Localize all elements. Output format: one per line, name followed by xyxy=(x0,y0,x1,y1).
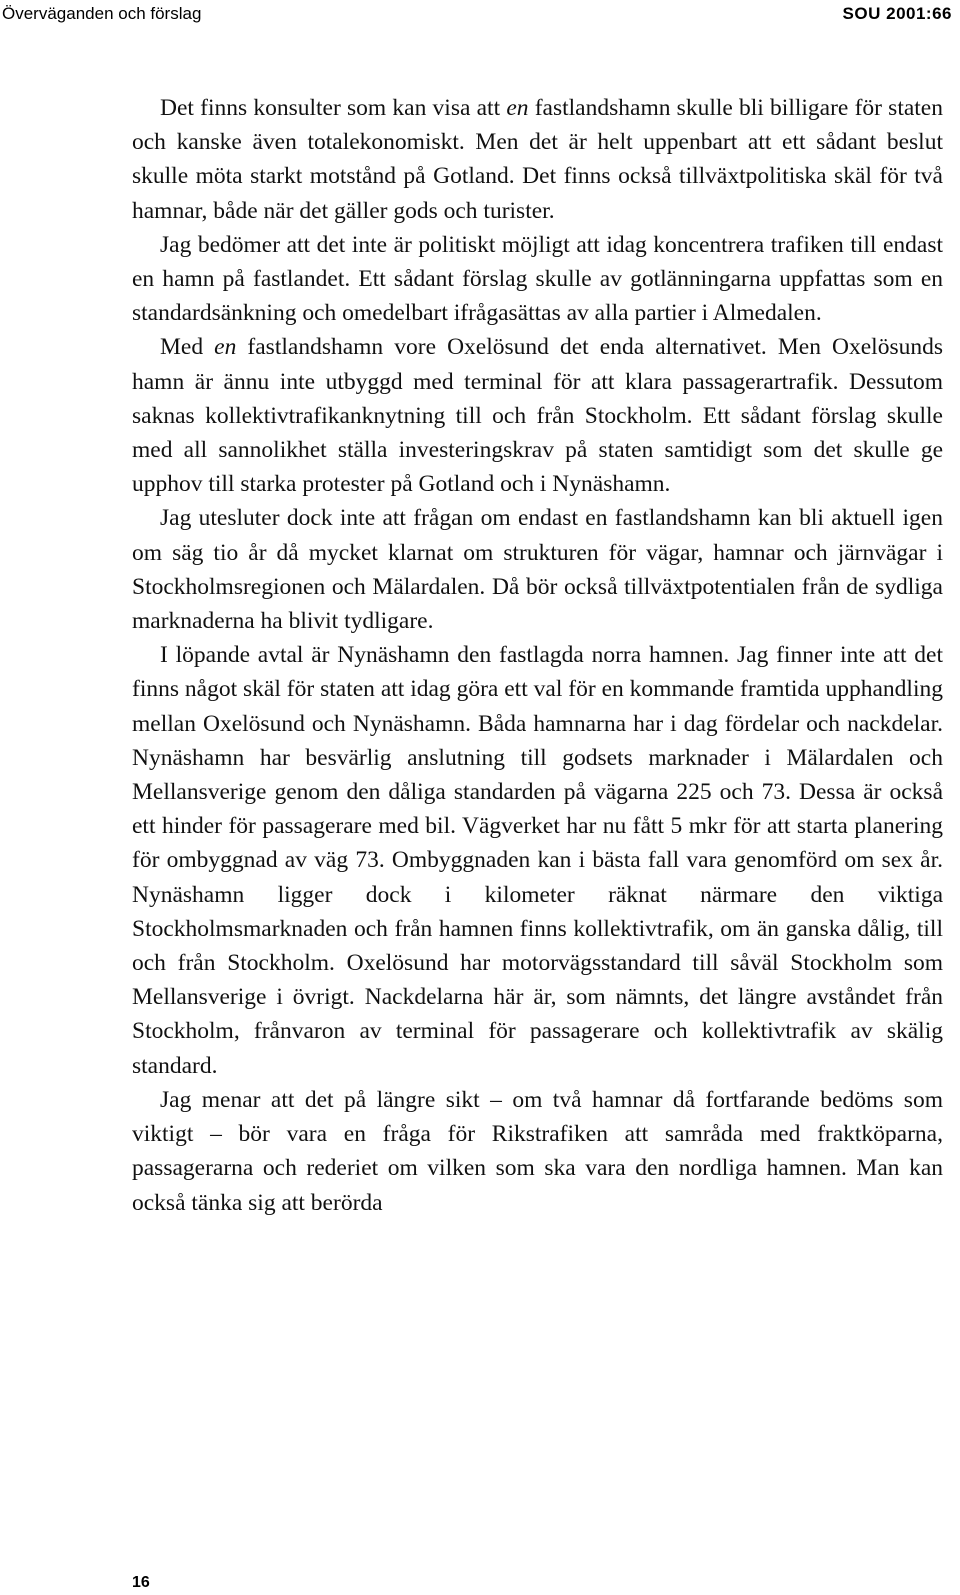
emphasis: en xyxy=(506,95,529,121)
paragraph-text: Jag utesluter dock inte att frågan om endast en fastlandshamn kan bli aktuell igen om säg tio år då mycket klarnat om strukturen för vägar, hamnar och järnvägar i Stockholmsregionen och Mälardalen. Då bör också tillväxtpotentialen från de sydliga marknaderna ha blivit tydligare. xyxy=(132,505,943,635)
paragraph xyxy=(132,501,943,638)
paragraph-text: Jag bedömer att det inte är politiskt möjligt att idag koncentrera trafiken till endast en hamn på fastlandet. Ett sådant förslag skulle av gotlänningarna uppfattas som en standardsänkning och omedelbart ifrågasättas av alla partier i Almedalen. xyxy=(132,231,943,327)
paragraph xyxy=(132,638,943,1083)
paragraph xyxy=(132,91,943,228)
paragraph-text: I löpande avtal är Nynäshamn den fastlagda norra hamnen. Jag finner inte att det finns något skäl för staten att idag göra ett val för en kommande framtida upphandling mellan Oxelösund och Nynäshamn. Båda hamnarna har i dag fördelar och nackdelar. Nynäshamn har besvärlig anslutning till godsets marknader i Mälardalen och Mellansverige genom den dåliga standarden på vägarna 225 och 73. Dessa är också ett hinder för passagerare med bil. Vägverket har nu fått 5 mkr för att starta planering för ombyggnad av väg 73. Ombyggnaden kan i bästa fall vara genomförd om sex år. Nynäshamn ligger dock i kilometer räknat närmare den viktiga Stockholmsmarknaden och från hamnen finns kollektivtrafik, om än ganska dålig, till och från Stockholm. Oxelösund har motorvägsstandard till såväl Stockholm som Mellansverige i övrigt. Nackdelarna här är, som nämnts, det längre avståndet från Stockholm, frånvaron av terminal för passagerare och kollektivtrafik av skälig standard. xyxy=(132,642,943,1079)
paragraph xyxy=(132,330,943,501)
running-header-publication: SOU 2001:66 xyxy=(842,4,952,23)
paragraph xyxy=(132,228,943,331)
page-number: 16 xyxy=(132,1574,150,1591)
emphasis: en xyxy=(214,334,237,361)
paragraph-text: Jag menar att det på längre sikt – om två hamnar då fortfarande bedöms som viktigt – bör vara en fråga för Rikstrafiken att samråda med fraktköparna, passagerarna och rederiet om vilken som ska vara den nordliga hamnen. Man kan också tänka sig att berörda xyxy=(132,1086,943,1216)
body-text xyxy=(132,91,943,1220)
paragraph-text: fastlandshamn vore Oxelösund det enda alternativet. Men Oxelösunds hamn är ännu inte utbyggd med terminal för att klara passagerartrafik. Dessutom saknas kollektivtrafikanknytning till och från Stockholm. Ett sådant förslag skulle med all sannolikhet ställa investeringskrav på staten samtidigt som det skulle ge upphov till starka protester på Gotland och i Nynäshamn. xyxy=(132,334,943,498)
paragraph-text: fastlandshamn skulle bli billigare för staten och kanske även totalekonomiskt. Men det är helt uppenbart att ett sådant beslut skulle möta starkt motstånd på Gotland. Det finns också tillväxtpolitiska skäl för två hamnar, både när det gäller gods och turister. xyxy=(132,95,943,224)
running-header-chapter: Överväganden och förslag xyxy=(2,4,202,23)
paragraph-text: Med xyxy=(160,334,215,361)
paragraph xyxy=(132,1083,943,1220)
paragraph-text: Det finns konsulter som kan visa att xyxy=(160,95,507,121)
